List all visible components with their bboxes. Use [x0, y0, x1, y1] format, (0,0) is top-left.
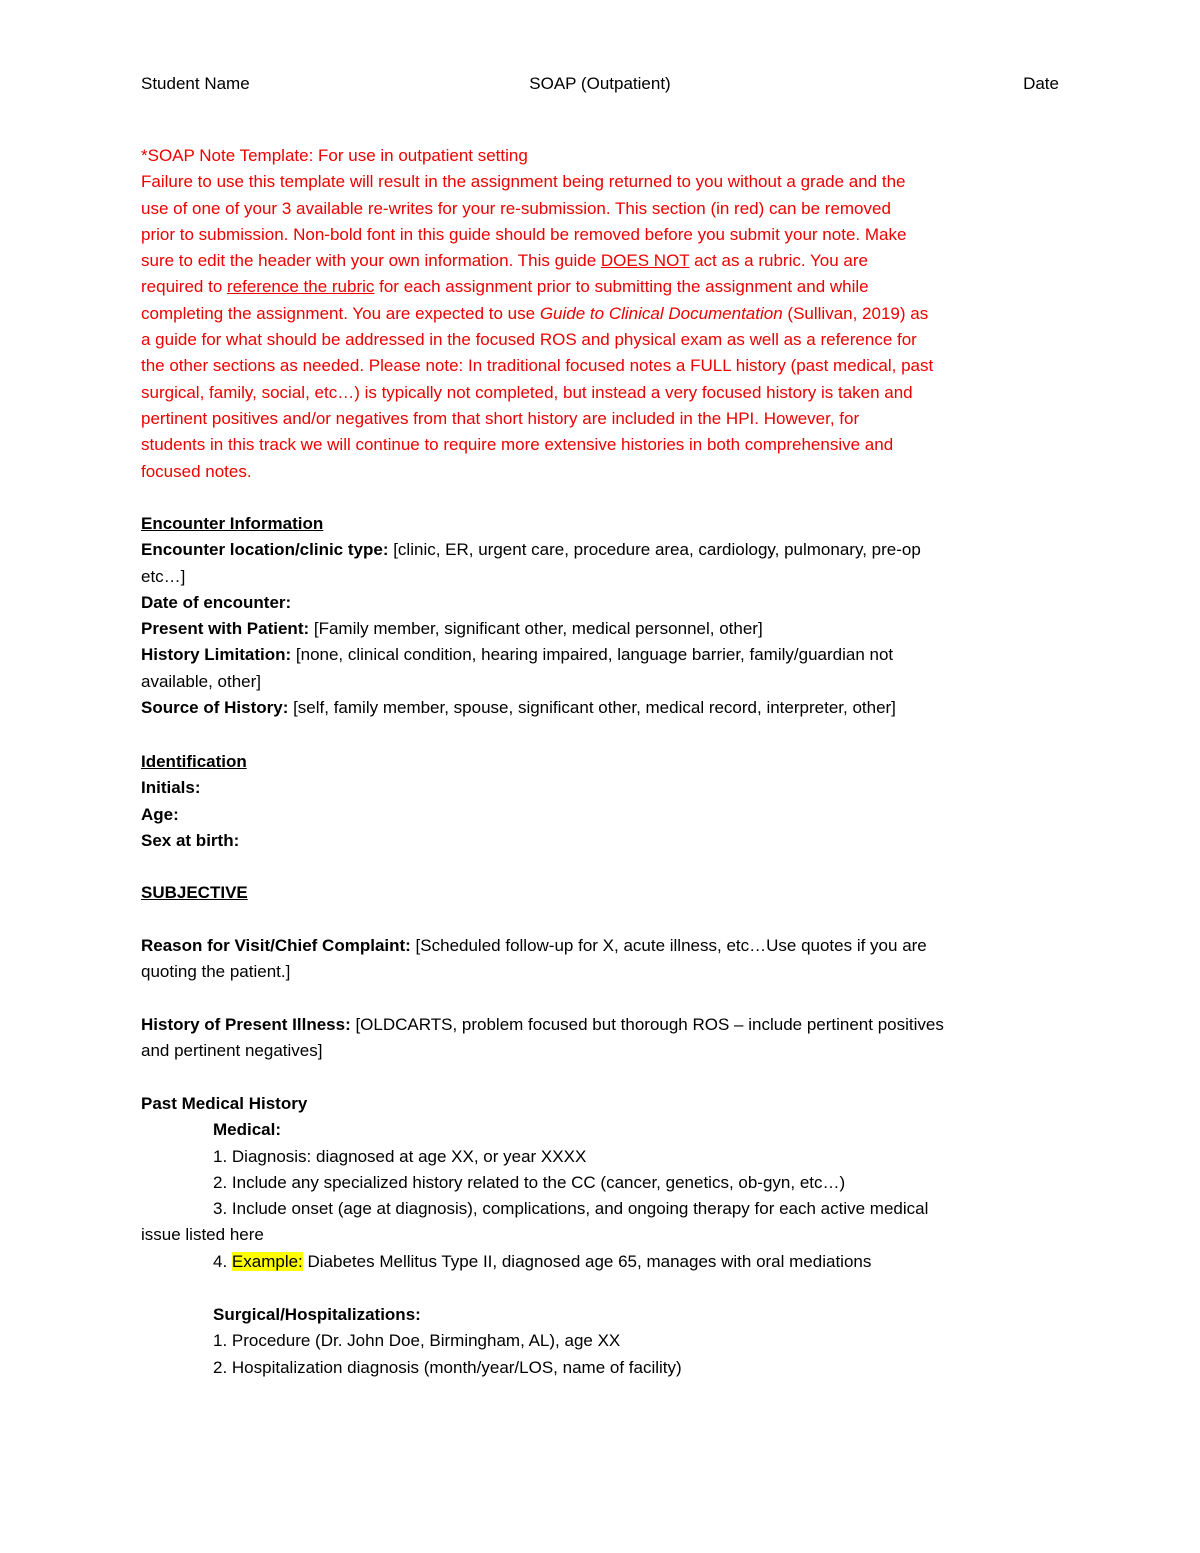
- notice-line: students in this track we will continue to require more extensive histories in both comprehensive and: [141, 435, 894, 455]
- surgical-label: Surgical/Hospitalizations:: [213, 1305, 421, 1324]
- list-item: 1. Procedure (Dr. John Doe, Birmingham, AL), age XX: [213, 1331, 621, 1351]
- identification-heading: Identification: [141, 752, 247, 771]
- surgical-history: [141, 1302, 1059, 1381]
- notice-line: [141, 248, 1059, 274]
- does-not-emphasis: DOES NOT: [600, 251, 690, 271]
- field-hint: [none, clinical condition, hearing impaired, language barrier, family/guardian not: [291, 645, 894, 665]
- field-hint: available, other]: [141, 671, 262, 691]
- age-label: Age:: [141, 804, 179, 824]
- encounter-present: [141, 616, 1059, 642]
- encounter-heading: Encounter Information: [141, 514, 324, 533]
- header-title: SOAP (Outpatient): [529, 74, 671, 93]
- subjective-heading: SUBJECTIVE: [141, 883, 248, 902]
- list-item-continuation: issue listed here: [141, 1225, 264, 1245]
- notice-line: prior to submission. Non-bold font in this guide should be removed before you submit your note. Make: [141, 224, 907, 244]
- field-hint: quoting the patient.]: [141, 962, 291, 982]
- notice-text: (Sullivan, 2019) as: [782, 303, 929, 323]
- field-label: Source of History:: [141, 698, 289, 718]
- notice-line: focused notes.: [141, 461, 252, 481]
- field-hint: [Family member, significant other, medical personnel, other]: [309, 619, 763, 639]
- past-medical-history: [141, 1091, 1059, 1275]
- book-title: Guide to Clinical Documentation: [539, 303, 783, 323]
- list-item: 2. Hospitalization diagnosis (month/year/LOS, name of facility): [213, 1357, 682, 1377]
- field-hint: [OLDCARTS, problem focused but thorough ROS – include pertinent positives: [350, 1015, 944, 1034]
- field-label: History of Present Illness:: [141, 1015, 351, 1034]
- list-item: 2. Include any specialized history related to the CC (cancer, genetics, ob-gyn, etc…): [213, 1172, 846, 1192]
- hpi-line: [141, 1012, 1059, 1038]
- list-item: 3. Include onset (age at diagnosis), complications, and ongoing therapy for each active medical: [213, 1199, 929, 1219]
- encounter-date-label: Date of encounter:: [141, 592, 292, 612]
- rubric-link[interactable]: reference the rubric: [227, 277, 375, 297]
- list-item: 1. Diagnosis: diagnosed at age XX, or year XXXX: [213, 1146, 587, 1166]
- field-hint: [self, family member, spouse, significant other, medical record, interpreter, other]: [288, 698, 896, 718]
- list-text: Diabetes Mellitus Type II, diagnosed age 65, manages with oral mediations: [302, 1251, 872, 1271]
- identification-section: [141, 749, 1059, 854]
- notice-text: required to: [141, 277, 227, 297]
- template-notice: [141, 143, 1059, 485]
- field-hint: [Scheduled follow-up for X, acute illness, etc…Use quotes if you are: [410, 936, 927, 955]
- notice-text: completing the assignment. You are expected to use: [141, 303, 540, 323]
- example-highlight: Example:: [231, 1251, 303, 1271]
- field-label: Present with Patient:: [141, 619, 310, 639]
- notice-line: use of one of your 3 available re-writes for your re-submission. This section (in red) can be removed: [141, 198, 891, 218]
- notice-line: a guide for what should be addressed in the focused ROS and physical exam as well as a reference for: [141, 330, 917, 350]
- field-label: Reason for Visit/Chief Complaint:: [141, 936, 411, 955]
- notice-text: act as a rubric. You are: [689, 251, 868, 271]
- list-item: [141, 1249, 1059, 1275]
- chief-complaint-line: [141, 933, 1059, 959]
- chief-complaint: [141, 933, 1059, 986]
- notice-line: Failure to use this template will result in the assignment being returned to you without a grade and the: [141, 172, 906, 192]
- subjective-section: [141, 880, 1059, 906]
- header-student-name: Student Name: [141, 74, 250, 93]
- page-header: [141, 74, 1059, 98]
- initials-label: Initials:: [141, 778, 201, 798]
- notice-line: [141, 274, 1059, 300]
- encounter-section: [141, 511, 1059, 721]
- field-hint: etc…]: [141, 566, 186, 586]
- sex-label: Sex at birth:: [141, 830, 240, 850]
- encounter-location: [141, 537, 1059, 563]
- encounter-limitation: [141, 642, 1059, 668]
- pmh-heading: Past Medical History: [141, 1094, 308, 1113]
- list-number: 4.: [213, 1251, 232, 1271]
- notice-line: the other sections as needed. Please note: In traditional focused notes a FULL history (past medical, past: [141, 356, 934, 376]
- field-label: History Limitation:: [141, 645, 292, 665]
- notice-text: for each assignment prior to submitting the assignment and while: [374, 277, 869, 297]
- medical-label: Medical:: [213, 1120, 282, 1140]
- field-label: Encounter location/clinic type:: [141, 540, 389, 560]
- notice-line: [141, 301, 1059, 327]
- field-hint: and pertinent negatives]: [141, 1041, 323, 1061]
- notice-title: *SOAP Note Template: For use in outpatient setting: [141, 146, 528, 165]
- hpi: [141, 1012, 1059, 1065]
- header-date: Date: [1023, 74, 1059, 93]
- encounter-source: [141, 695, 1059, 721]
- notice-line: surgical, family, social, etc…) is typically not completed, but instead a very focused history is taken and: [141, 382, 913, 402]
- field-hint: [clinic, ER, urgent care, procedure area, cardiology, pulmonary, pre-op: [388, 540, 921, 560]
- notice-text: sure to edit the header with your own information. This guide: [141, 251, 601, 271]
- notice-line: pertinent positives and/or negatives from that short history are included in the HPI. However, for: [141, 408, 860, 428]
